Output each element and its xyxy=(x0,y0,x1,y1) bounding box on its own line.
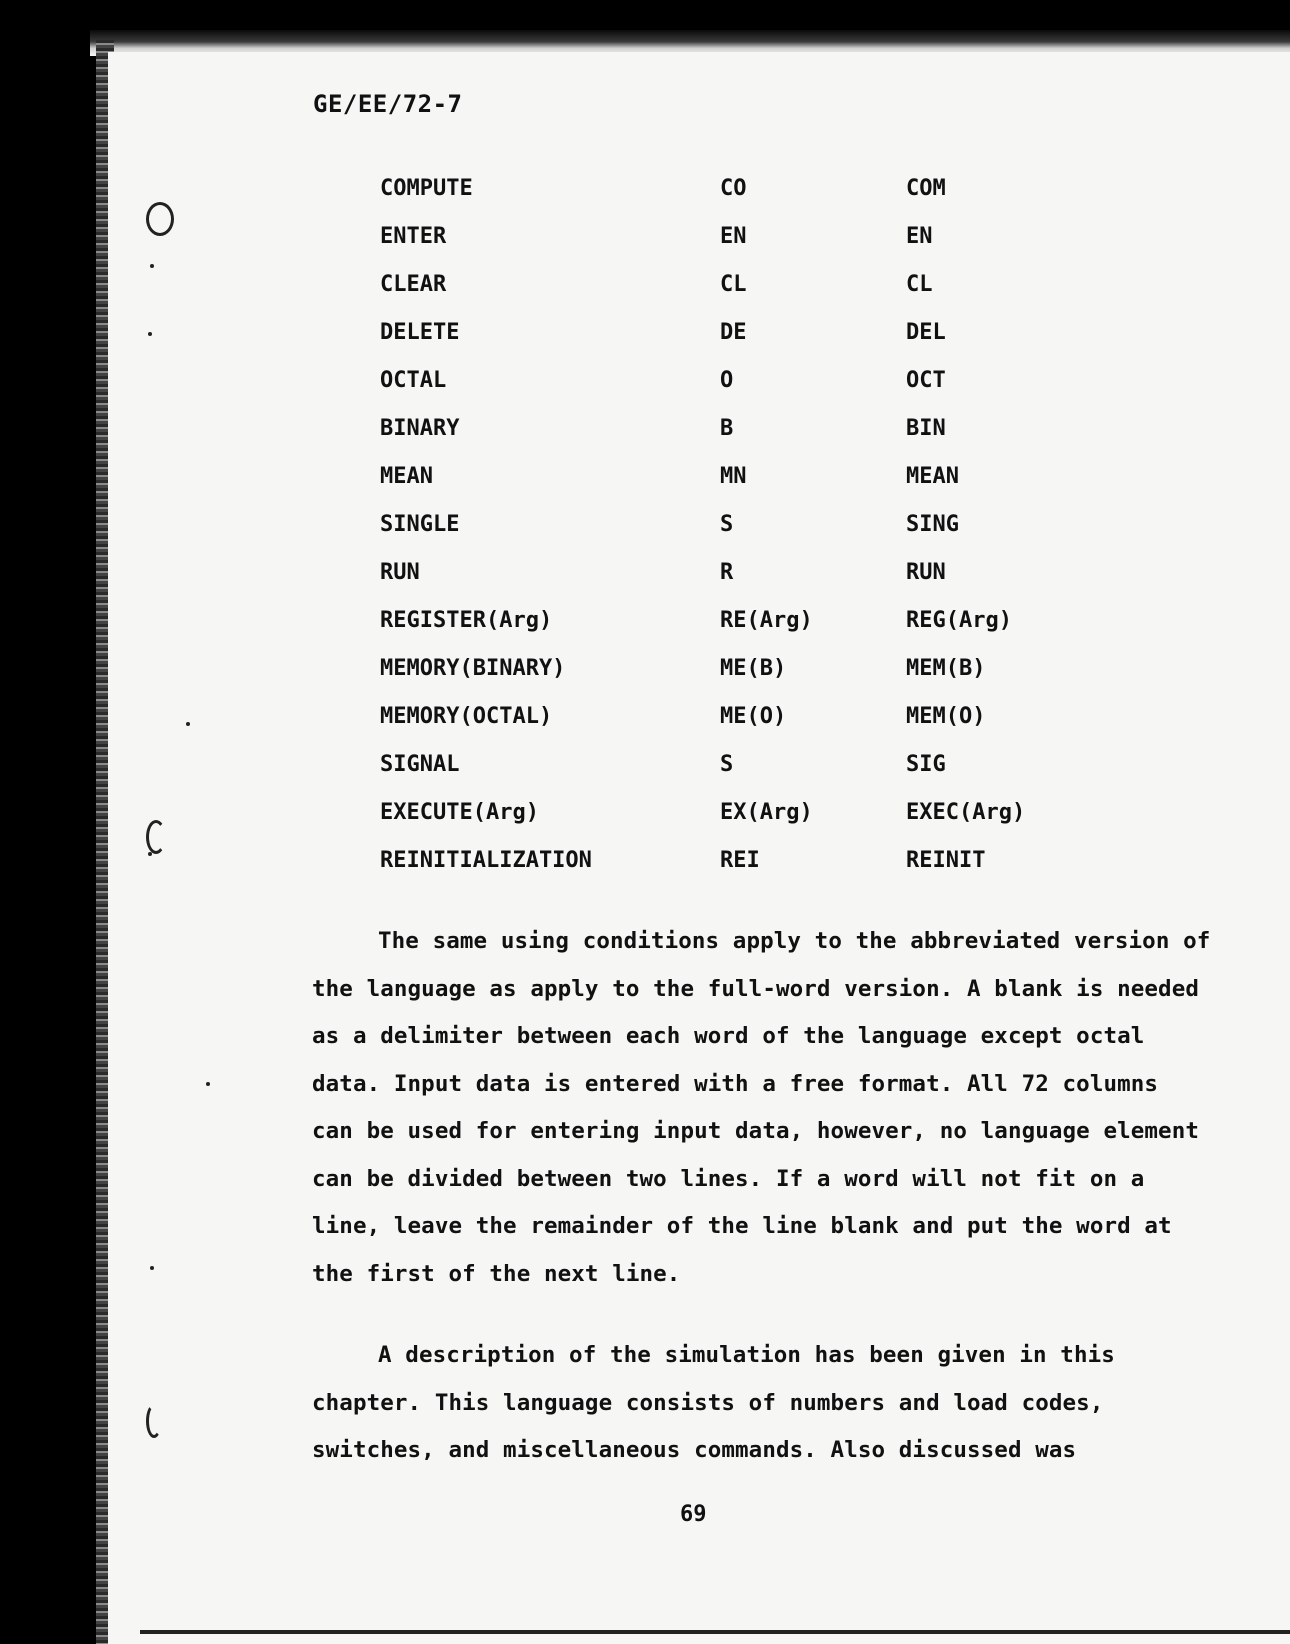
command-name: MEAN xyxy=(380,463,433,489)
command-short-code: CO xyxy=(720,175,747,201)
command-name: CLEAR xyxy=(380,271,447,297)
command-abbreviation: RUN xyxy=(906,559,946,585)
scan-speck xyxy=(150,264,154,268)
command-name: RUN xyxy=(380,559,420,585)
command-name: EXECUTE(Arg) xyxy=(380,799,539,825)
command-short-code: DE xyxy=(720,319,747,345)
command-name: REGISTER(Arg) xyxy=(380,607,553,633)
scan-speck xyxy=(148,852,152,856)
command-name: BINARY xyxy=(380,415,460,441)
command-name: SIGNAL xyxy=(380,751,460,777)
command-short-code: O xyxy=(720,367,734,393)
table-row xyxy=(380,260,1140,308)
command-table-body xyxy=(380,164,1140,884)
command-short-code: B xyxy=(720,415,734,441)
command-name: REINITIALIZATION xyxy=(380,847,592,873)
table-row xyxy=(380,596,1140,644)
command-short-code: ME(O) xyxy=(720,703,787,729)
punch-hole-bottom xyxy=(146,1404,162,1438)
command-table xyxy=(380,164,1140,884)
table-row xyxy=(380,212,1140,260)
scan-speck xyxy=(148,332,152,336)
command-name: OCTAL xyxy=(380,367,447,393)
command-name: MEMORY(OCTAL) xyxy=(380,703,553,729)
command-abbreviation: SIG xyxy=(906,751,946,777)
command-abbreviation: OCT xyxy=(906,367,946,393)
command-short-code: CL xyxy=(720,271,747,297)
command-short-code: R xyxy=(720,559,734,585)
command-name: COMPUTE xyxy=(380,175,473,201)
table-row xyxy=(380,692,1140,740)
punch-hole-top xyxy=(146,202,174,236)
table-row xyxy=(380,644,1140,692)
page-number: 69 xyxy=(680,1502,707,1527)
command-short-code: S xyxy=(720,751,734,777)
table-row xyxy=(380,356,1140,404)
command-abbreviation: COM xyxy=(906,175,946,201)
command-abbreviation: DEL xyxy=(906,319,946,345)
scan-speck xyxy=(186,722,190,726)
document-page xyxy=(108,52,1290,1644)
command-name: DELETE xyxy=(380,319,460,345)
table-row xyxy=(380,836,1140,884)
command-name: ENTER xyxy=(380,223,447,249)
paragraph-abbreviated-version: The same using conditions apply to the abbreviated version of the language as apply to the full-word version. A blank is needed as a delimiter between each word of the language except octal data. Input data is entered with a free format. All 72 columns can be used for entering input data, however, no language element can be divided between two lines. If a word will not fit on a line, leave the remainder of the line blank and put the word at the first of the next line. xyxy=(312,928,1211,1287)
command-abbreviation: REG(Arg) xyxy=(906,607,1012,633)
command-name: SINGLE xyxy=(380,511,460,537)
command-abbreviation: BIN xyxy=(906,415,946,441)
command-short-code: EN xyxy=(720,223,747,249)
command-abbreviation: EXEC(Arg) xyxy=(906,799,1026,825)
table-row xyxy=(380,740,1140,788)
command-name: MEMORY(BINARY) xyxy=(380,655,566,681)
command-abbreviation: MEM(B) xyxy=(906,655,986,681)
command-short-code: EX(Arg) xyxy=(720,799,813,825)
table-row xyxy=(380,404,1140,452)
command-short-code: S xyxy=(720,511,734,537)
table-row xyxy=(380,164,1140,212)
paragraph-chapter-summary: A description of the simulation has been given in this chapter. This language consists of numbers and load codes, switches, and miscellaneous commands. Also discussed was xyxy=(312,1342,1115,1463)
command-short-code: ME(B) xyxy=(720,655,787,681)
command-short-code: REI xyxy=(720,847,760,873)
punch-hole-middle xyxy=(146,820,166,854)
scan-speck xyxy=(206,1082,210,1086)
command-abbreviation: CL xyxy=(906,271,933,297)
table-row xyxy=(380,548,1140,596)
command-abbreviation: REINIT xyxy=(906,847,986,873)
command-short-code: MN xyxy=(720,463,747,489)
command-abbreviation: MEM(O) xyxy=(906,703,986,729)
command-short-code: RE(Arg) xyxy=(720,607,813,633)
table-row xyxy=(380,500,1140,548)
scan-speck xyxy=(150,1266,154,1270)
command-abbreviation: EN xyxy=(906,223,933,249)
table-row xyxy=(380,788,1140,836)
document-id: GE/EE/72-7 xyxy=(313,90,463,118)
table-row xyxy=(380,452,1140,500)
command-abbreviation: MEAN xyxy=(906,463,959,489)
scan-border-bottom xyxy=(140,1630,1290,1634)
table-row xyxy=(380,308,1140,356)
command-abbreviation: SING xyxy=(906,511,959,537)
